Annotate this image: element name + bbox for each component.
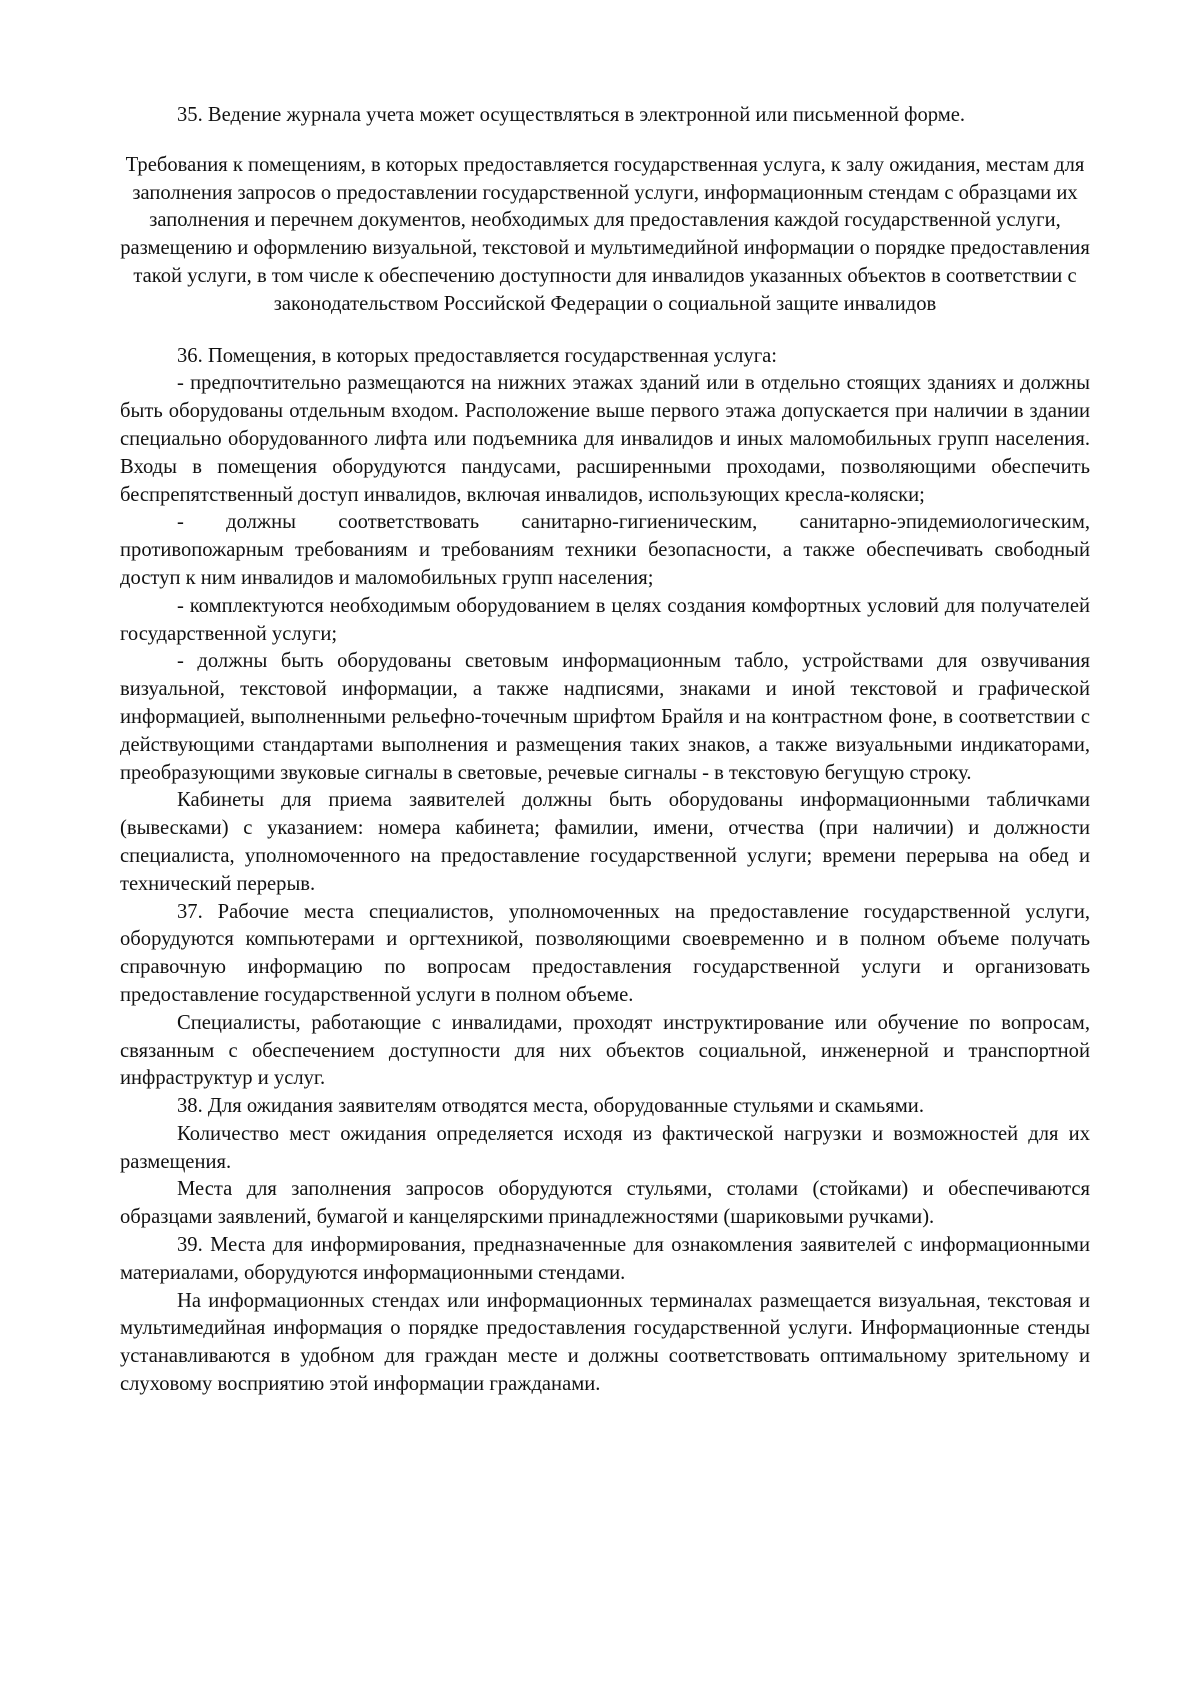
paragraph-37-specialists: Специалисты, работающие с инвалидами, проходят инструктирование или обучение по вопросам, связанным с обеспечением доступности для них объектов социальной, инженерной и транспортной инфраструктур и услуг. bbox=[120, 1011, 1090, 1090]
paragraph-38: 38. Для ожидания заявителям отводятся места, оборудованные стульями и скамьями. bbox=[177, 1095, 924, 1118]
paragraph-36-cabinets: Кабинеты для приема заявителей должны быть оборудованы информационными табличками (вывесками) с указанием: номера кабинета; фамилии, имени, отчества (при наличии) и должности специалиста, уполномоченного на предоставление государственной услуги; времени перерыва на обед и технический перерыв. bbox=[120, 789, 1090, 895]
paragraph-36-item-4: - должны быть оборудованы световым информационным табло, устройствами для озвучивания визуальной, текстовой информации, а также надписями, знаками и иной текстовой и графической информацией, выполненными рельефно-точечным шрифтом Брайля и на контрастном фоне, в соответствии с действующими стандартами выполнения и размещения таких знаков, а также визуальными индикаторами, преобразующими звуковые сигналы в световые, речевые сигналы - в текстовую бегущую строку. bbox=[120, 650, 1090, 784]
paragraph-38-forms: Места для заполнения запросов оборудуются стульями, столами (стойками) и обеспечиваются образцами заявлений, бумагой и канцелярскими принадлежностями (шариковыми ручками). bbox=[120, 1178, 1090, 1229]
paragraph-37: 37. Рабочие места специалистов, уполномоченных на предоставление государственной услуги, оборудуются компьютерами и оргтехникой, позволяющими своевременно и в полном объеме получать справочную информацию по вопросам предоставления государственной услуги и организовать предоставление государственной услуги в полном объеме. bbox=[120, 900, 1090, 1006]
paragraph-35: 35. Ведение журнала учета может осуществляться в электронной или письменной форме. bbox=[177, 104, 966, 126]
paragraph-39: 39. Места для информирования, предназначенные для ознакомления заявителей с информационными материалами, оборудуются информационными стендами. bbox=[120, 1234, 1090, 1284]
paragraph-36-item-3: - комплектуются необходимым оборудованием в целях создания комфортных условий для получателей государственной услуги; bbox=[120, 594, 1090, 645]
paragraph-36-item-1: - предпочтительно размещаются на нижних этажах зданий или в отдельно стоящих зданиях и должны быть оборудованы отдельным входом. Расположение выше первого этажа допускается при наличии в здании специально оборудованного лифта или подъемника для инвалидов и иных маломобильных групп населения. Входы в помещения оборудуются пандусами, расширенными проходами, позволяющими обеспечить беспрепятственный доступ инвалидов, включая инвалидов, использующих кресла-коляски; bbox=[120, 372, 1090, 506]
paragraph-36-item-2: - должны соответствовать санитарно-гигиеническим, санитарно-эпидемиологическим, противопожарным требованиям и требованиям техники безопасности, а также обеспечивать свободный доступ к ним инвалидов и маломобильных групп населения; bbox=[120, 511, 1090, 589]
paragraph-39-stands: На информационных стендах или информационных терминалах размещается визуальная, текстовая и мультимедийная информация о порядке предоставления государственной услуги. Информационные стенды устанавливаются в удобном для граждан месте и должны соответствовать оптимальному зрительному и слуховому восприятию этой информации гражданами. bbox=[120, 1289, 1090, 1396]
paragraph-38-waiting: Количество мест ожидания определяется исходя из фактической нагрузки и возможностей для их размещения. bbox=[120, 1122, 1090, 1173]
paragraph-36: 36. Помещения, в которых предоставляется государственная услуга: bbox=[177, 344, 778, 367]
section-heading: Требования к помещениям, в которых предоставляется государственная услуга, к залу ожидания, местам для заполнения запросов о предоставлении государственной услуги, информационным стендам с образцами их заполнения и перечнем документов, необходимых для предоставления каждой государственной услуги, размещению и оформлению визуальной, текстовой и мультимедийной информации о порядке предоставления такой услуги, в том числе к обеспечению доступности для инвалидов указанных объектов в соответствии с законодательством Российской Федерации о социальной защите инвалидов bbox=[120, 153, 1090, 315]
